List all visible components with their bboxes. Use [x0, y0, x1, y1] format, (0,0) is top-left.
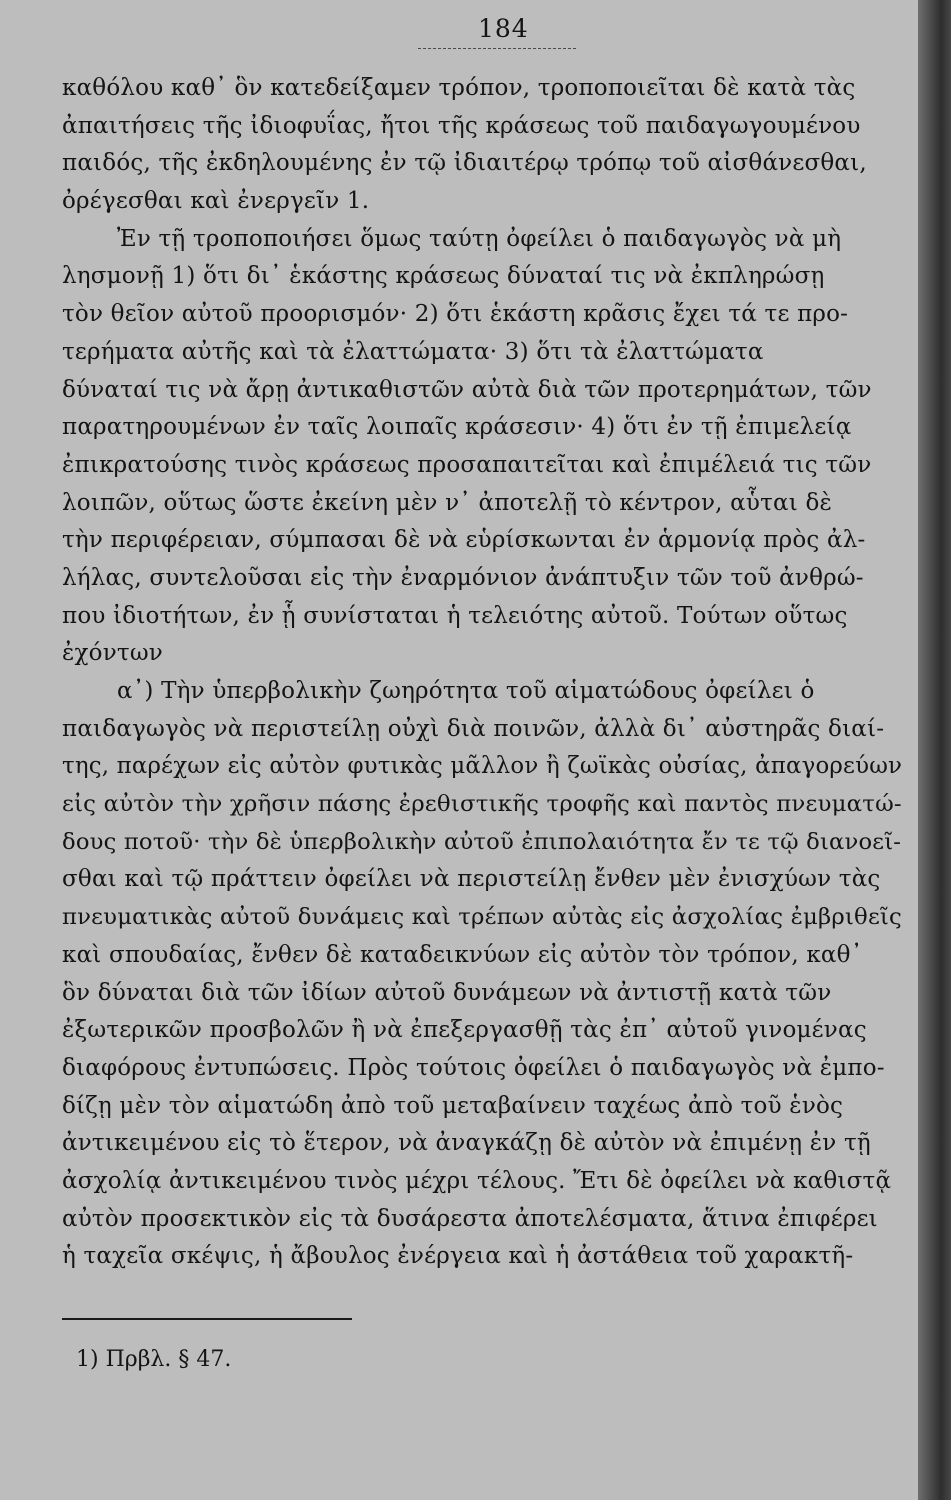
text-line: λησμονῇ 1) ὅτι δι᾽ ἑκάστης κράσεως δύναταί τις νὰ ἐκπληρώσῃ [62, 263, 825, 290]
text-line: ἀπαιτήσεις τῆς ἰδιοφυΐας, ἤτοι τῆς κράσεως τοῦ παιδαγωγουμένου [62, 112, 861, 139]
text-line: παιδαγωγὸς νὰ περιστείλῃ οὐχὶ διὰ ποινῶν, ἀλλὰ δι᾽ αὐστηρᾶς διαί- [62, 715, 885, 742]
text-line: ἐχόντων [62, 640, 163, 667]
text-line: λήλας, συντελοῦσαι εἰς τὴν ἐναρμόνιον ἀνάπτυξιν τῶν τοῦ ἀνθρώ- [62, 564, 864, 591]
text-line: ὀρέγεσθαι καὶ ἐνεργεῖν 1. [62, 188, 370, 215]
page-number: 184 [478, 14, 529, 43]
text-line: δίζῃ μὲν τὸν αἱματώδη ἀπὸ τοῦ μεταβαίνειν ταχέως ἀπὸ τοῦ ἑνὸς [62, 1092, 844, 1119]
text-line: πνευματικὰς αὐτοῦ δυνάμεις καὶ τρέπων αὐτὰς εἰς ἀσχολίας ἐμβριθεῖς [62, 904, 902, 931]
text-line: καθόλου καθ᾽ ὃν κατεδείξαμεν τρόπον, τροποποιεῖται δὲ κατὰ τὰς [62, 75, 856, 101]
text-line: ἐξωτερικῶν προσβολῶν ἢ νὰ ἐπεξεργασθῇ τὰς ἐπ᾽ αὐτοῦ γινομένας [62, 1017, 867, 1044]
text-line: εἰς αὐτὸν τὴν χρῆσιν πάσης ἐρεθιστικῆς τροφῆς καὶ παντὸς πνευματώ- [62, 791, 902, 818]
text-line: σθαι καὶ τῷ πράττειν ὀφείλει νὰ περιστείλῃ ἔνθεν μὲν ἐνισχύων τὰς [62, 866, 881, 893]
text-line: λοιπῶν, οὕτως ὥστε ἐκείνη μὲν ν᾽ ἀποτελῇ τὸ κέντρον, αὗται δὲ [62, 489, 833, 516]
text-line: τὴν περιφέρειαν, σύμπασαι δὲ νὰ εὑρίσκωνται ἐν ἁρμονίᾳ πρὸς ἀλ- [62, 527, 866, 554]
book-edge [918, 0, 951, 1500]
text-line: δύναταί τις νὰ ἄρῃ ἀντικαθιστῶν αὐτὰ διὰ τῶν προτερημάτων, τῶν [62, 376, 872, 403]
text-line: που ἰδιοτήτων, ἐν ᾗ συνίσταται ἡ τελειότης αὐτοῦ. Τούτων οὕτως [62, 602, 848, 629]
text-line: της, παρέχων εἰς αὐτὸν φυτικὰς μᾶλλον ἢ ζωϊκὰς οὐσίας, ἀπαγορεύων [62, 753, 903, 780]
text-line: ἐπικρατούσης τινὸς κράσεως προσαπαιτεῖται καὶ ἐπιμέλειά τις τῶν [62, 451, 872, 478]
body-text [62, 70, 902, 1276]
text-line: παρατηρουμένων ἐν ταῖς λοιπαῖς κράσεσιν· 4) ὅτι ἐν τῇ ἐπιμελείᾳ [62, 414, 852, 441]
text-line: δους ποτοῦ· τὴν δὲ ὑπερβολικὴν αὐτοῦ ἐπιπολαιότητα ἔν τε τῷ διανοεῖ- [62, 828, 902, 855]
text-line: τὸν θεῖον αὐτοῦ προορισμόν· 2) ὅτι ἑκάστη κρᾶσις ἔχει τά τε προ- [62, 301, 849, 328]
text-line: α᾽) Τὴν ὑπερβολικὴν ζωηρότητα τοῦ αἱματώδους ὀφείλει ὁ [117, 678, 815, 704]
footnote: 1) Πρβλ. § 47. [76, 1347, 232, 1372]
text-line: Ἐν τῇ τροποποιήσει ὅμως ταύτῃ ὀφείλει ὁ παιδαγωγὸς νὰ μὴ [117, 225, 842, 252]
header-rule [418, 48, 576, 49]
text-line: παιδός, τῆς ἐκδηλουμένης ἐν τῷ ἰδιαιτέρῳ τρόπῳ τοῦ αἰσθάνεσθαι, [62, 150, 867, 177]
text-line: καὶ σπουδαίας, ἔνθεν δὲ καταδεικνύων εἰς αὐτὸν τὸν τρόπον, καθ᾽ [62, 941, 863, 968]
text-line: ἡ ταχεῖα σκέψις, ἡ ἄβουλος ἐνέργεια καὶ ἡ ἀστάθεια τοῦ χαρακτῆ- [62, 1243, 854, 1270]
text-line: αὐτὸν προσεκτικὸν εἰς τὰ δυσάρεστα ἀποτελέσματα, ἅτινα ἐπιφέρει [62, 1205, 878, 1232]
footnote-rule [62, 1318, 352, 1320]
text-line: διαφόρους ἐντυπώσεις. Πρὸς τούτοις ὀφείλει ὁ παιδαγωγὸς νὰ ἐμπο- [62, 1054, 885, 1081]
text-line: ἀσχολίᾳ ἀντικειμένου τινὸς μέχρι τέλους. Ἔτι δὲ ὀφείλει νὰ καθιστᾷ [62, 1167, 892, 1194]
text-line: τερήματα αὐτῆς καὶ τὰ ἐλαττώματα· 3) ὅτι τὰ ἐλαττώματα [62, 338, 764, 365]
text-line: ὃν δύναται διὰ τῶν ἰδίων αὐτοῦ δυνάμεων νὰ ἀντιστῇ κατὰ τῶν [62, 979, 832, 1006]
text-line: ἀντικειμένου εἰς τὸ ἕτερον, νὰ ἀναγκάζῃ δὲ αὐτὸν νὰ ἐπιμένῃ ἐν τῇ [62, 1130, 871, 1157]
